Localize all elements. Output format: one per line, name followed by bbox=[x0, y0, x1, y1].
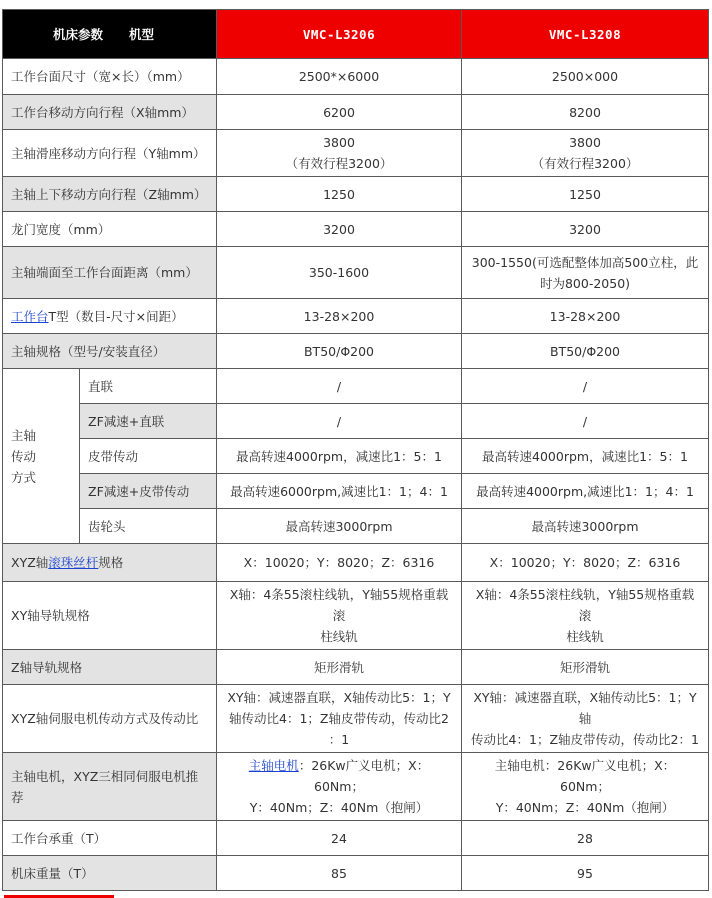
row-value-2: 1250 bbox=[462, 177, 709, 212]
row-value-2: 95 bbox=[462, 856, 709, 891]
table-row bbox=[3, 247, 709, 299]
table-row bbox=[3, 821, 709, 856]
ballscrew-link[interactable]: 滚珠丝杆 bbox=[48, 555, 99, 570]
row-label bbox=[3, 544, 217, 582]
row-label: 主轴滑座移动方向行程（Y轴mm） bbox=[3, 130, 217, 177]
table-row bbox=[3, 334, 709, 369]
row-label: 机床重量（T） bbox=[3, 856, 217, 891]
row-label: 龙门宽度（mm） bbox=[3, 212, 217, 247]
value-line: X轴：4条55滚柱线轨，Y轴55规格重载滚 bbox=[475, 587, 695, 623]
row-value-2 bbox=[462, 685, 709, 753]
value-line: （有效行程3200） bbox=[285, 156, 393, 171]
row-label: 主轴端面至工作台面距离（mm） bbox=[3, 247, 217, 299]
spindle-motor-link[interactable]: 主轴电机 bbox=[248, 758, 299, 773]
value-line: 传动比4：1；Z轴皮带传动，传动比2：1 bbox=[471, 732, 699, 747]
row-value-1: 24 bbox=[217, 821, 462, 856]
row-label-text: 规格 bbox=[98, 555, 124, 570]
row-value-2: 最高转速4000rpm,减速比1：1；4：1 bbox=[462, 474, 709, 509]
row-value-2: 2500×000 bbox=[462, 59, 709, 95]
table-row bbox=[3, 856, 709, 891]
row-value-2: / bbox=[462, 369, 709, 404]
table-row bbox=[3, 650, 709, 685]
group-line: 传动 bbox=[11, 448, 37, 464]
value-line: 主轴电机：26Kw广义电机；X：60Nm； bbox=[494, 758, 676, 794]
row-label-text: XYZ轴 bbox=[11, 555, 49, 570]
value-line: Y：40Nm；Z：40Nm（抱闸） bbox=[249, 800, 429, 815]
row-value-2 bbox=[462, 247, 709, 299]
value-line: XY轴：减速器直联，X轴传动比5：1；Y轴 bbox=[473, 690, 697, 726]
row-value-1: / bbox=[217, 369, 462, 404]
row-value-2: 矩形滑轨 bbox=[462, 650, 709, 685]
value-line: XY轴：减速器直联，X轴传动比5：1；Y bbox=[227, 690, 451, 705]
row-value-1: X：10020；Y：8020；Z：6316 bbox=[217, 544, 462, 582]
drive-sub-label: 齿轮头 bbox=[80, 509, 217, 544]
value-line: 柱线轨 bbox=[320, 629, 358, 644]
group-line: 主轴 bbox=[11, 427, 37, 443]
table-row bbox=[3, 59, 709, 95]
table-row bbox=[3, 582, 709, 650]
header-model-2: VMC-L3208 bbox=[462, 10, 709, 59]
table-row bbox=[3, 369, 709, 404]
row-value-2 bbox=[462, 582, 709, 650]
row-value-1: 1250 bbox=[217, 177, 462, 212]
row-label bbox=[3, 299, 217, 334]
row-label-text: T型（数目-尺寸×间距） bbox=[48, 308, 184, 324]
value-line: 轴传动比4：1；Z轴皮带传动，传动比2 bbox=[229, 711, 449, 726]
value-line: 300-1550(可选配整体加高500立柱，此 bbox=[471, 254, 699, 270]
table-row bbox=[3, 544, 709, 582]
row-label: 工作台承重（T） bbox=[3, 821, 217, 856]
worktable-link[interactable]: 工作台 bbox=[11, 308, 49, 324]
row-value-1: 最高转速4000rpm，减速比1：5：1 bbox=[217, 439, 462, 474]
row-label: 主轴上下移动方向行程（Z轴mm） bbox=[3, 177, 217, 212]
row-value-1 bbox=[217, 753, 462, 821]
row-label: 主轴电机，XYZ三相同伺服电机推荐 bbox=[3, 753, 217, 821]
table-row bbox=[3, 404, 709, 439]
row-value-2: 3200 bbox=[462, 212, 709, 247]
row-value-1: 最高转速3000rpm bbox=[217, 509, 462, 544]
value-line: X轴：4条55滚柱线轨，Y轴55规格重载滚 bbox=[229, 587, 449, 623]
row-label: XY轴导轨规格 bbox=[3, 582, 217, 650]
value-line bbox=[225, 755, 453, 797]
row-value-1: 矩形滑轨 bbox=[217, 650, 462, 685]
row-value-1: 最高转速6000rpm,减速比1：1；4：1 bbox=[217, 474, 462, 509]
row-value-2: 8200 bbox=[462, 95, 709, 130]
row-value-2: X：10020；Y：8020；Z：6316 bbox=[462, 544, 709, 582]
row-value-1: 13-28×200 bbox=[217, 299, 462, 334]
table-row bbox=[3, 130, 709, 177]
value-line: Y：40Nm；Z：40Nm（抱闸） bbox=[495, 800, 675, 815]
row-label: 主轴规格（型号/安装直径） bbox=[3, 334, 217, 369]
header-param-cell bbox=[3, 10, 217, 59]
row-value-2: 最高转速3000rpm bbox=[462, 509, 709, 544]
drive-sub-label: ZF减速+皮带传动 bbox=[80, 474, 217, 509]
row-value-2 bbox=[462, 130, 709, 177]
row-value-1 bbox=[217, 685, 462, 753]
value-text: ：26Kw广义电机；X：60Nm； bbox=[298, 758, 430, 794]
drive-sub-label: 皮带传动 bbox=[80, 439, 217, 474]
header-param: 机床参数 bbox=[53, 26, 104, 42]
table-row bbox=[3, 299, 709, 334]
row-value-2: BT50/Φ200 bbox=[462, 334, 709, 369]
table-row bbox=[3, 439, 709, 474]
value-line: 3800 bbox=[569, 135, 601, 150]
row-value-1: 350-1600 bbox=[217, 247, 462, 299]
row-value-2: 28 bbox=[462, 821, 709, 856]
table-row bbox=[3, 95, 709, 130]
row-label: Z轴导轨规格 bbox=[3, 650, 217, 685]
table-row bbox=[3, 509, 709, 544]
row-value-1: / bbox=[217, 404, 462, 439]
value-line: 柱线轨 bbox=[566, 629, 604, 644]
row-label: 工作台面尺寸（宽×长）（mm） bbox=[3, 59, 217, 95]
row-label: 工作台移动方向行程（X轴mm） bbox=[3, 95, 217, 130]
table-row bbox=[3, 753, 709, 821]
value-line: 时为800-2050) bbox=[539, 275, 631, 291]
table-row bbox=[3, 177, 709, 212]
row-value-2 bbox=[462, 753, 709, 821]
row-value-1: 2500*×6000 bbox=[217, 59, 462, 95]
header-row bbox=[3, 10, 709, 59]
row-value-1: 6200 bbox=[217, 95, 462, 130]
value-line: 3800 bbox=[323, 135, 355, 150]
value-line: （有效行程3200） bbox=[531, 156, 639, 171]
row-value-2: 13-28×200 bbox=[462, 299, 709, 334]
spec-table bbox=[2, 9, 709, 891]
row-label: XYZ轴伺服电机传动方式及传动比 bbox=[3, 685, 217, 753]
value-line: ：1 bbox=[328, 732, 350, 747]
row-value-1: BT50/Φ200 bbox=[217, 334, 462, 369]
row-value-2: / bbox=[462, 404, 709, 439]
header-model-1: VMC-L3206 bbox=[217, 10, 462, 59]
row-value-1 bbox=[217, 582, 462, 650]
row-value-1: 3200 bbox=[217, 212, 462, 247]
drive-sub-label: ZF减速+直联 bbox=[80, 404, 217, 439]
row-value-1 bbox=[217, 130, 462, 177]
drive-group-label bbox=[3, 369, 80, 544]
drive-sub-label: 直联 bbox=[80, 369, 217, 404]
table-row bbox=[3, 685, 709, 753]
group-line: 方式 bbox=[11, 469, 37, 485]
row-value-2: 最高转速4000rpm，减速比1：5：1 bbox=[462, 439, 709, 474]
row-value-1: 85 bbox=[217, 856, 462, 891]
header-model: 机型 bbox=[129, 26, 155, 42]
table-row bbox=[3, 474, 709, 509]
table-row bbox=[3, 212, 709, 247]
